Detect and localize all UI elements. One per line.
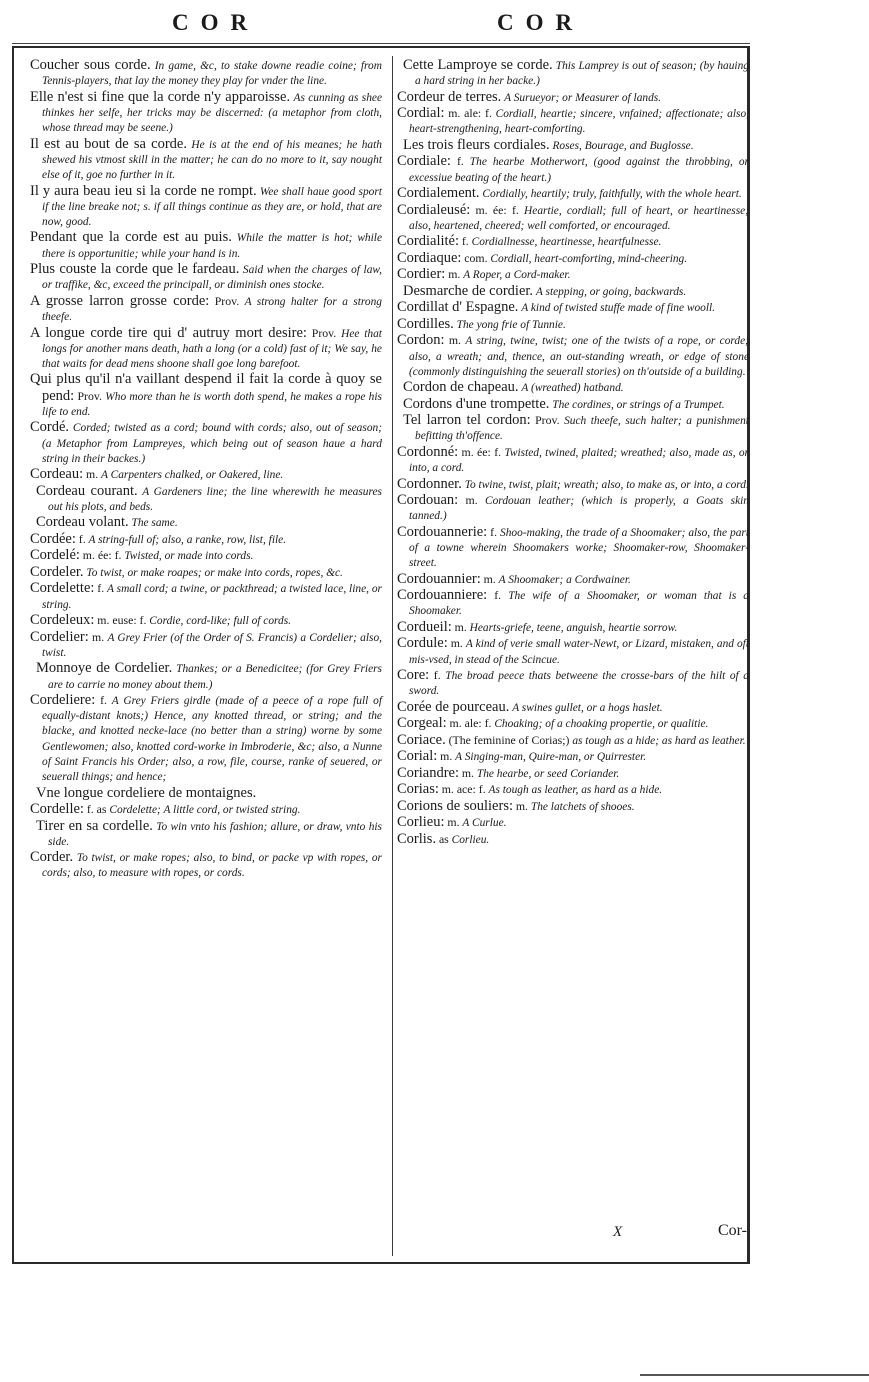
- entry-definition: Corlieu.: [451, 833, 490, 846]
- dictionary-entry: [397, 815, 749, 831]
- dictionary-entry: [397, 700, 749, 716]
- dictionary-entry: [30, 372, 382, 420]
- entry-grammar: m.: [447, 815, 460, 830]
- running-header: [0, 10, 869, 44]
- right-column: [397, 58, 749, 848]
- entry-headword: Cordelle:: [30, 801, 84, 818]
- entry-headword: Cordialité:: [397, 233, 460, 250]
- entry-definition: Twisted, twined, plaited; wreathed; also, made as, or into, a cord.: [409, 446, 749, 475]
- entry-headword: Cordon de chapeau.: [403, 379, 519, 396]
- entry-definition: Thankes; or a Benedicitee; (for Grey Friers are to carrie no money about them.): [48, 663, 382, 691]
- entry-headword: Cordillat d' Espagne.: [397, 299, 519, 316]
- entry-definition: To win vnto his fashion; allure, or draw, vnto his side.: [48, 820, 382, 848]
- entry-definition: A Grey Friers girdle (made of a peece of a rope full of equally-distant knots;) Hence, any knotted thread, or string; and the blacke, and knotted necke-lace (no better than a string) worne by some Gentlewomen; also, knotted cord-worke in Imbroderie, &c; also, a Nunne of Saint Francis his Order; also, a row, file, course, ranke of seuered, or seuerall things; and hence;: [42, 695, 382, 784]
- entry-definition: A Singing-man, Quire-man, or Quirrester.: [455, 751, 647, 764]
- dictionary-entry: [397, 588, 749, 619]
- entry-definition: A Carpenters chalked, or Oakered, line.: [101, 469, 284, 482]
- entry-headword: Cordueil:: [397, 618, 452, 635]
- entry-definition: The hearbe Motherwort, (good against the throbbing, or excessiue beating of the heart.): [409, 156, 749, 184]
- entry-headword: Cordé.: [30, 419, 70, 436]
- entry-grammar: f.: [490, 524, 498, 539]
- entry-headword: Corlieu:: [397, 814, 445, 831]
- entry-definition: In game, &c, to stake downe readie coine; from Tennis-players, that lay the money they play for vnder the line.: [42, 60, 382, 88]
- dictionary-entry: [30, 230, 382, 261]
- dictionary-entry: [30, 613, 382, 629]
- entry-grammar: f.: [433, 668, 441, 683]
- entry-grammar: m.: [448, 267, 461, 282]
- entry-headword: Cordeur de terres.: [397, 88, 502, 105]
- entry-definition: Said when the charges of law, or traffike, &c, exceed the principall, or diminish ones stocke.: [42, 264, 382, 292]
- entry-headword: Cordiaque:: [397, 249, 462, 266]
- dictionary-entry: [30, 819, 382, 850]
- top-rule: [12, 43, 750, 44]
- entry-definition: A Surueyor; or Measurer of lands.: [504, 91, 662, 104]
- dictionary-entry: [30, 786, 382, 802]
- entry-headword: Cordialeusé:: [397, 201, 471, 218]
- entry-headword: Desmarche de cordier.: [403, 282, 534, 299]
- entry-definition: Cordiall, heartie; sincere, vnfained; affectionate; also, heart-strengthening, heart-comforting.: [409, 108, 749, 136]
- entry-headword: Cordonner.: [397, 475, 462, 492]
- entry-definition: The yong frie of Tunnie.: [456, 318, 566, 331]
- entry-grammar: m. ace: f.: [441, 782, 486, 797]
- entry-definition: Hee that longs for another mans death, hath a long (or a cold) fast of it; We say, he that waits for dead mens shoone shall goe long barefoot.: [42, 327, 382, 370]
- entry-grammar: m. ale: f.: [448, 106, 492, 121]
- entry-definition: A swines gullet, or a hogs haslet.: [512, 701, 663, 714]
- entry-headword: Elle n'est si fine que la corde n'y apparoisse.: [30, 88, 291, 105]
- entry-headword: Corlis.: [397, 830, 437, 847]
- entry-headword: Cordilles.: [397, 315, 454, 332]
- entry-headword: Pendant que la corde est au puis.: [30, 229, 232, 246]
- dictionary-entry: [30, 565, 382, 581]
- dictionary-entry: [30, 661, 382, 692]
- entry-definition: The broad peece thats betweene the crosse-bars of the hilt of a sword.: [409, 670, 749, 698]
- entry-definition: To twine, twist, plait; wreath; also, to make as, or into, a cord.: [464, 478, 749, 491]
- dictionary-entry: [397, 58, 749, 89]
- entry-grammar: m.: [440, 749, 453, 764]
- dictionary-entry: [30, 467, 382, 483]
- entry-headword: Cette Lamproye se corde.: [403, 57, 553, 73]
- entry-grammar: f. as: [86, 802, 107, 817]
- entry-definition: A Gardeners line; the line wherewith he measures out his plots, and beds.: [48, 485, 382, 513]
- entry-definition: A kind of twisted stuffe made of fine wooll.: [521, 302, 716, 315]
- dictionary-entry: [397, 766, 749, 782]
- entry-headword: Cordeleux:: [30, 612, 95, 629]
- dictionary-entry: [30, 581, 382, 612]
- entry-headword: Cordouannerie:: [397, 523, 488, 540]
- dictionary-entry: [397, 138, 749, 154]
- entry-headword: A grosse larron grosse corde:: [30, 292, 210, 309]
- entry-definition: A Shoomaker; a Cordwainer.: [498, 573, 631, 586]
- dictionary-entry: [397, 620, 749, 636]
- entry-headword: Cordier:: [397, 266, 446, 283]
- entry-definition: This Lamprey is out of season; (by hauing a hard string in her backe.): [415, 60, 749, 88]
- entry-definition: Choaking; of a choaking propertie, or qualitie.: [494, 718, 709, 731]
- entry-definition: Corded; twisted as a cord; bound with cords; also, out of season; (a Metaphor from Lampreyes, which being out of season haue a hard string in their backes.): [42, 422, 382, 465]
- entry-grammar: f.: [494, 588, 502, 603]
- entry-grammar: m.: [92, 629, 105, 644]
- entry-headword: Cordialement.: [397, 185, 480, 202]
- entry-headword: Cordule:: [397, 635, 448, 652]
- entry-definition: While the matter is hot; while there is opportunitie; while your hand is in.: [42, 232, 382, 260]
- dictionary-entry: [30, 548, 382, 564]
- entry-definition: Heartie, cordiall; full of heart, or heartinesse; also, heartened, cheered; well comforted, or encouraged.: [409, 204, 750, 232]
- entry-grammar: m. ée: f.: [475, 202, 519, 217]
- dictionary-entry: [397, 716, 749, 732]
- entry-headword: Cordelé:: [30, 547, 80, 564]
- entry-definition: A Roper, a Cord-maker.: [463, 269, 571, 282]
- entry-headword: Monnoye de Cordelier.: [36, 660, 173, 677]
- dictionary-entry: [397, 749, 749, 765]
- entry-headword: Il y aura beau ieu si la corde ne rompt.: [30, 182, 257, 199]
- entry-definition: Cordially, heartily; truly, faithfully, with the whole heart.: [482, 188, 742, 201]
- entry-headword: Vne longue cordeliere de montaignes.: [36, 784, 257, 801]
- entry-definition: Shoo-making, the trade of a Shoomaker; also, the part of a towne wherein Shoomakers worke; Shoomaker-row, Shoomaker-street.: [409, 526, 749, 570]
- entry-grammar: Prov.: [311, 325, 337, 340]
- entry-grammar: f.: [100, 693, 107, 708]
- entry-definition: To twist, or make ropes; also, to bind, or packe vp with ropes, or cords; also, to measure with ropes, or cords.: [42, 852, 382, 880]
- entry-grammar: Prov.: [214, 293, 240, 308]
- dictionary-entry: [397, 636, 749, 667]
- entry-headword: Cordiale:: [397, 153, 451, 170]
- entry-headword: Corgeal:: [397, 715, 447, 732]
- entry-headword: Cordeau courant.: [36, 482, 138, 499]
- dictionary-entry: [397, 317, 749, 333]
- dictionary-entry: [397, 832, 749, 848]
- dictionary-entry: [397, 445, 749, 476]
- entry-headword: Qui plus qu'il n'a vaillant despend il fait la corde à quoy se pend:: [30, 371, 382, 404]
- entry-definition: To twist, or make roapes; or make into cords, ropes, &c.: [86, 566, 343, 579]
- entry-headword: Corias:: [397, 781, 439, 798]
- dictionary-entry: [30, 262, 382, 293]
- dictionary-entry: [397, 333, 749, 380]
- dictionary-entry: [397, 267, 749, 283]
- entry-grammar: m.: [483, 571, 496, 586]
- entry-definition: Twisted, or made into cords.: [124, 550, 254, 563]
- left-column: [30, 58, 382, 882]
- entry-headword: Cordelette:: [30, 580, 95, 597]
- entry-definition: The wife of a Shoomaker, or woman that is a Shoomaker.: [409, 590, 749, 618]
- entry-definition: Cordie, cord-like; full of cords.: [149, 615, 292, 628]
- entry-definition: A strong halter for a strong theefe.: [42, 295, 382, 324]
- dictionary-entry: [30, 137, 382, 184]
- dictionary-entry: [397, 106, 749, 137]
- entry-grammar: f.: [456, 154, 464, 169]
- dictionary-entry: [397, 300, 749, 316]
- entry-headword: Tel larron tel cordon:: [403, 412, 531, 429]
- entry-headword: Les trois fleurs cordiales.: [403, 136, 550, 153]
- entry-grammar: m.: [515, 798, 528, 813]
- dictionary-entry: [397, 284, 749, 300]
- entry-definition: The cordines, or strings of a Trumpet.: [552, 398, 725, 411]
- entry-definition: A string-full of; also, a ranke, row, list, file.: [88, 533, 287, 546]
- dictionary-entry: [397, 186, 749, 202]
- entry-headword: Cordée:: [30, 530, 76, 547]
- dictionary-entry: [30, 184, 382, 231]
- entry-headword: Cordeler.: [30, 563, 84, 580]
- bottom-rule: [640, 1374, 869, 1376]
- entry-headword: Plus couste la corde que le fardeau.: [30, 261, 240, 278]
- dictionary-entry: [30, 484, 382, 515]
- entry-headword: Cordeau volant.: [36, 514, 129, 531]
- entry-definition: The latchets of shooes.: [530, 800, 635, 813]
- dictionary-entry: [30, 294, 382, 325]
- entry-headword: Corée de pourceau.: [397, 698, 510, 715]
- dictionary-entry: [397, 380, 749, 396]
- entry-grammar: m.: [448, 333, 462, 348]
- dictionary-entry: [30, 90, 382, 137]
- entry-definition: A Grey Frier (of the Order of S. Francis) a Cordelier; also, twist.: [42, 631, 382, 659]
- dictionary-entry: [397, 397, 749, 413]
- entry-headword: Tirer en sa cordelle.: [36, 817, 153, 834]
- entry-definition: Roses, Bourage, and Buglosse.: [552, 139, 694, 152]
- entry-headword: Coriace.: [397, 731, 446, 748]
- dictionary-entry: [397, 782, 749, 798]
- entry-definition: A small cord; a twine, or packthread; a twisted lace, line, or string.: [42, 583, 382, 611]
- dictionary-entry: [30, 693, 382, 785]
- entry-definition: Cordiall, heart-comforting, mind-cheering.: [490, 252, 688, 265]
- entry-definition: The same.: [131, 517, 178, 530]
- entry-headword: Corder.: [30, 849, 74, 866]
- dictionary-entry: [397, 477, 749, 493]
- dictionary-entry: [397, 251, 749, 267]
- entry-headword: Core:: [397, 667, 430, 684]
- entry-grammar: m.: [461, 765, 475, 780]
- entry-headword: Cordon:: [397, 332, 445, 349]
- dictionary-entry: [397, 493, 749, 524]
- entry-grammar: Prov.: [77, 388, 102, 403]
- dictionary-entry: [397, 234, 749, 250]
- entry-grammar: m.: [86, 467, 99, 482]
- entry-headword: Cordial:: [397, 105, 445, 122]
- entry-headword: Cordouannier:: [397, 570, 481, 587]
- entry-headword: Cordonné:: [397, 443, 459, 460]
- entry-definition: Cordouan leather; (which is properly, a Goats skin tanned.): [409, 495, 749, 523]
- entry-definition: as tough as a hide; as hard as leather.: [572, 734, 746, 747]
- dictionary-entry: [397, 413, 749, 444]
- dictionary-entry: [30, 850, 382, 881]
- entry-grammar: Prov.: [535, 413, 560, 428]
- dictionary-entry: [30, 58, 382, 89]
- dictionary-entry: [30, 515, 382, 531]
- entry-headword: Cordons d'une trompette.: [403, 395, 550, 412]
- entry-definition: Who more than he is worth doth spend, he makes a rope his life to end.: [42, 390, 382, 418]
- entry-grammar: m. euse: f.: [97, 613, 147, 628]
- dictionary-entry: [397, 90, 749, 106]
- entry-grammar: m.: [450, 636, 463, 651]
- entry-grammar: m.: [465, 493, 478, 508]
- entry-headword: Cordouanniere:: [397, 587, 488, 604]
- entry-definition: A (wreathed) hatband.: [521, 382, 624, 395]
- dictionary-entry: [397, 572, 749, 588]
- entry-grammar: m. ée: f.: [461, 444, 502, 459]
- entry-definition: Hearts-griefe, teene, anguish, heartie sorrow.: [469, 621, 678, 634]
- entry-grammar: as: [438, 831, 449, 846]
- entry-definition: Wee shall haue good sport if the line breake not; s. if all things continue as they are, or hold, that are now, good.: [42, 185, 382, 228]
- dictionary-entry: [30, 630, 382, 661]
- entry-headword: Il est au bout de sa corde.: [30, 135, 187, 152]
- header-right-word: COR: [497, 10, 585, 35]
- catchword: Cor-: [718, 1222, 748, 1239]
- entry-headword: Coriandre:: [397, 764, 460, 781]
- entry-definition: Cordelette; A little cord, or twisted string.: [109, 804, 301, 817]
- entry-grammar: m.: [454, 619, 467, 634]
- entry-definition: Such theefe, such halter; a punishment befitting th'offence.: [415, 415, 749, 443]
- entry-headword: Cordelier:: [30, 628, 89, 645]
- entry-definition: The hearbe, or seed Coriander.: [476, 767, 620, 780]
- entry-definition: A string, twine, twist; one of the twists of a rope, or corde; also, a wreath; and, thence, an out-standing wreath, or edge of stone (commonly distinguishing the seuerall stories) on th'outside of a building.: [409, 335, 749, 378]
- entry-definition: As cunning as shee thinkes her selfe, her tricks may be discerned: (a metaphor from cloth, whose thread may be seene.): [42, 91, 382, 135]
- entry-headword: Corial:: [397, 748, 438, 765]
- entry-grammar: m. ée: f.: [82, 548, 122, 563]
- entry-headword: A longue corde tire qui d' autruy mort desire:: [30, 324, 307, 341]
- entry-grammar: f.: [461, 234, 469, 249]
- entry-grammar: (The feminine of Corias;): [448, 732, 570, 747]
- dictionary-entry: [397, 154, 749, 185]
- dictionary-entry: [30, 420, 382, 467]
- entry-grammar: m. ale: f.: [449, 716, 492, 731]
- entry-headword: Coucher sous corde.: [30, 57, 151, 73]
- entry-headword: Corions de souliers:: [397, 797, 513, 814]
- entry-headword: Cordeau:: [30, 466, 84, 483]
- dictionary-entry: [30, 326, 382, 373]
- entry-definition: As tough as leather, as hard as a hide.: [488, 784, 663, 797]
- entry-definition: Cordiallnesse, heartinesse, heartfulnesse.: [471, 236, 662, 249]
- signature-mark: X: [613, 1224, 623, 1240]
- entry-headword: Cordeliere:: [30, 692, 96, 709]
- entry-definition: A stepping, or going, backwards.: [535, 285, 687, 298]
- entry-grammar: com.: [464, 250, 488, 265]
- dictionary-entry: [397, 668, 749, 699]
- entry-grammar: f.: [97, 581, 105, 596]
- header-left-word: COR: [172, 10, 260, 35]
- dictionary-entry: [397, 525, 749, 572]
- dictionary-entry: [30, 802, 382, 818]
- dictionary-entry: [397, 799, 749, 815]
- entry-definition: He is at the end of his meanes; he hath shewed his vtmost skill in the matter; he can do no more to it, say nought else of it, goe no further in it.: [42, 138, 382, 182]
- entry-definition: A kind of verie small water-Newt, or Lizard, mistaken, and oft mis-vsed, in stead of the Scincue.: [409, 638, 749, 666]
- entry-headword: Cordouan:: [397, 492, 459, 509]
- entry-grammar: f.: [78, 531, 86, 546]
- dictionary-entry: [30, 532, 382, 548]
- column-divider: [392, 56, 393, 1256]
- dictionary-entry: [397, 733, 749, 749]
- entry-definition: A Curlue.: [462, 817, 507, 830]
- dictionary-entry: [397, 203, 749, 234]
